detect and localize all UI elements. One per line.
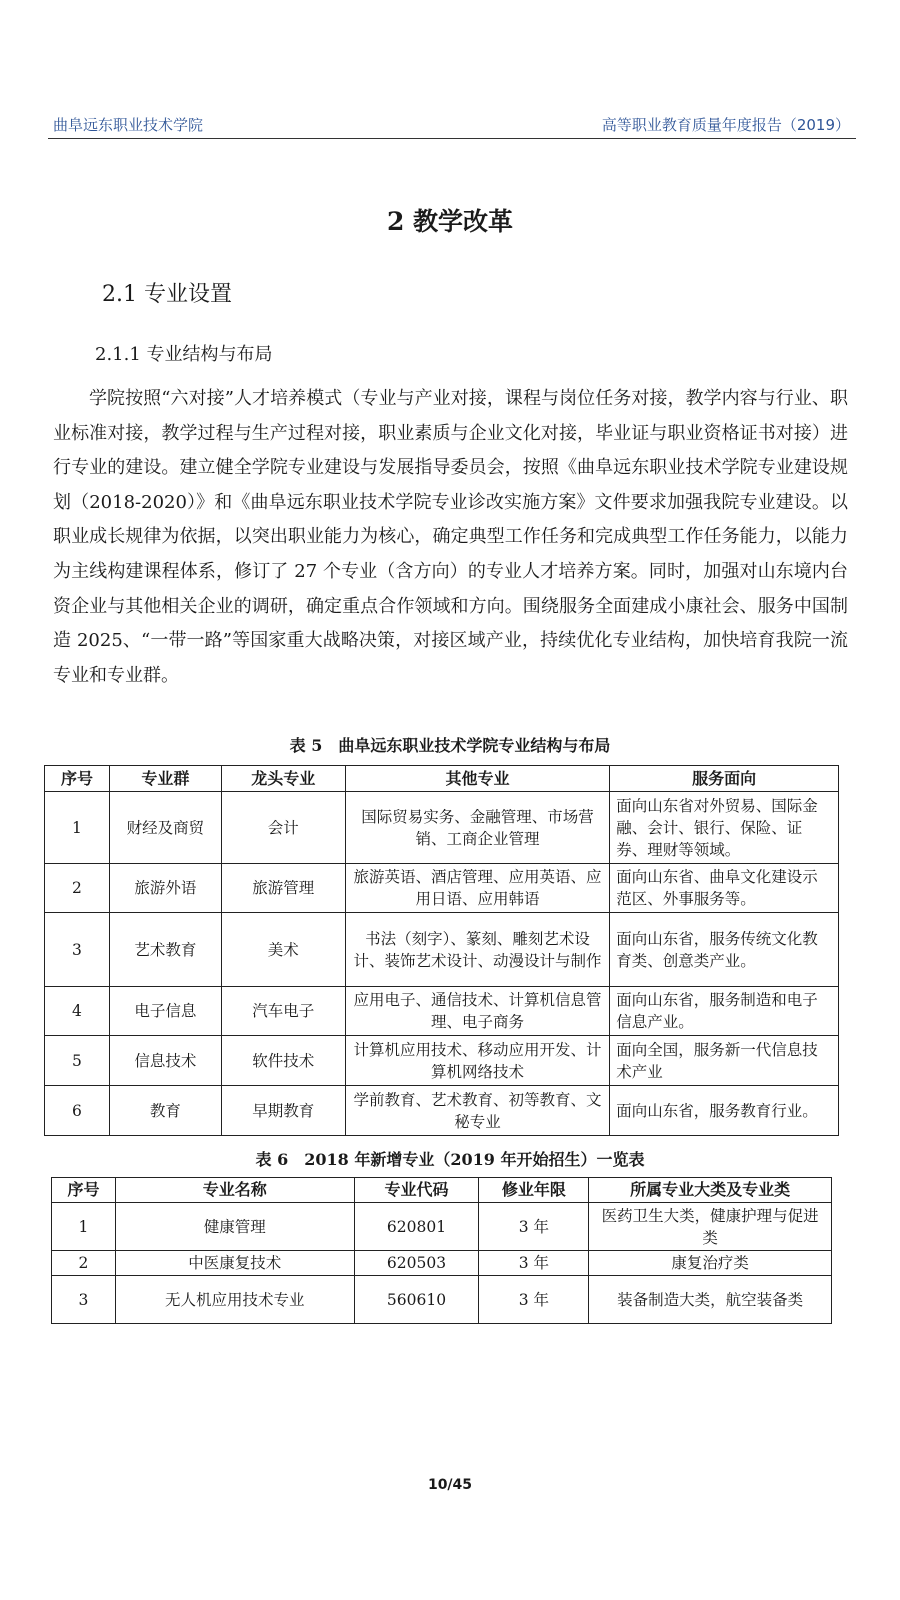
table5-header-row bbox=[45, 766, 839, 792]
table-row bbox=[45, 1036, 839, 1086]
table-row bbox=[45, 987, 839, 1036]
table-cell: 书法（刻字）、篆刻、雕刻艺术设计、装饰艺术设计、动漫设计与制作 bbox=[345, 913, 610, 987]
table-cell: 面向山东省，服务传统文化教育类、创意类产业。 bbox=[610, 913, 839, 987]
table-cell: 620801 bbox=[354, 1203, 479, 1251]
table-cell: 电子信息 bbox=[109, 987, 221, 1036]
table-cell: 面向山东省，服务制造和电子信息产业。 bbox=[610, 987, 839, 1036]
table5-header-cell: 专业群 bbox=[109, 766, 221, 792]
table-cell: 6 bbox=[45, 1086, 110, 1136]
table-cell: 学前教育、艺术教育、初等教育、文秘专业 bbox=[345, 1086, 610, 1136]
table-cell: 教育 bbox=[109, 1086, 221, 1136]
table-cell: 国际贸易实务、金融管理、市场营销、工商企业管理 bbox=[345, 792, 610, 864]
table6-header-cell: 修业年限 bbox=[479, 1178, 589, 1203]
table5-header-cell: 序号 bbox=[45, 766, 110, 792]
table-cell: 应用电子、通信技术、计算机信息管理、电子商务 bbox=[345, 987, 610, 1036]
table-cell: 3 年 bbox=[479, 1251, 589, 1276]
table6-header-cell: 专业代码 bbox=[354, 1178, 479, 1203]
table-cell: 2 bbox=[45, 864, 110, 913]
table-row bbox=[45, 913, 839, 987]
page-number: 10/45 bbox=[427, 1477, 473, 1493]
body-paragraph: 学院按照“六对接”人才培养模式（专业与产业对接，课程与岗位任务对接，教学内容与行业、职业标准对接，教学过程与生产过程对接，职业素质与企业文化对接，毕业证与职业资格证书对接）进行专业的建设。建立健全学院专业建设与发展指导委员会，按照《曲阜远东职业技术学院专业建设规划（2018-2020）》和《曲阜远东职业技术学院专业诊改实施方案》文件要求加强我院专业建设。以职业成长规律为依据，以突出职业能力为核心，确定典型工作任务和完成典型工作任务能力，以能力为主线构建课程体系，修订了 27 个专业（含方向）的专业人才培养方案。同时，加强对山东境内台资企业与其他相关企业的调研，确定重点合作领域和方向。围绕服务全面建成小康社会、服务中国制造 2025、“一带一路”等国家重大战略决策，对接区域产业，持续优化专业结构，加快培育我院一流专业和专业群。 bbox=[53, 388, 848, 686]
table-row bbox=[45, 792, 839, 864]
table-cell: 信息技术 bbox=[109, 1036, 221, 1086]
table-row bbox=[52, 1251, 832, 1276]
table-cell: 5 bbox=[45, 1036, 110, 1086]
table-cell: 医药卫生大类，健康护理与促进类 bbox=[589, 1203, 832, 1251]
table-row bbox=[52, 1203, 832, 1251]
table6-header-cell: 专业名称 bbox=[115, 1178, 354, 1203]
chapter-title: 2 教学改革 bbox=[386, 207, 514, 236]
table-cell: 1 bbox=[52, 1203, 116, 1251]
table-cell: 面向山东省、曲阜文化建设示范区、外事服务等。 bbox=[610, 864, 839, 913]
table-cell: 面向全国，服务新一代信息技术产业 bbox=[610, 1036, 839, 1086]
table-cell: 3 bbox=[45, 913, 110, 987]
page-header-left: 曲阜远东职业技术学院 bbox=[53, 116, 204, 134]
table-cell: 3 bbox=[52, 1276, 116, 1324]
table-cell: 旅游管理 bbox=[221, 864, 345, 913]
table-cell: 4 bbox=[45, 987, 110, 1036]
table-cell: 中医康复技术 bbox=[115, 1251, 354, 1276]
table-cell: 面向山东省对外贸易、国际金融、会计、银行、保险、证券、理财等领域。 bbox=[610, 792, 839, 864]
table-cell: 620503 bbox=[354, 1251, 479, 1276]
table-cell: 汽车电子 bbox=[221, 987, 345, 1036]
table-cell: 1 bbox=[45, 792, 110, 864]
table-row bbox=[45, 1086, 839, 1136]
table5-header-cell: 其他专业 bbox=[345, 766, 610, 792]
table-cell: 健康管理 bbox=[115, 1203, 354, 1251]
section-title: 2.1 专业设置 bbox=[102, 282, 232, 307]
table-cell: 旅游外语 bbox=[109, 864, 221, 913]
table5-caption: 表 5 曲阜远东职业技术学院专业结构与布局 bbox=[289, 736, 611, 755]
table-cell: 560610 bbox=[354, 1276, 479, 1324]
table6 bbox=[51, 1177, 832, 1324]
table-cell: 装备制造大类，航空装备类 bbox=[589, 1276, 832, 1324]
table6-caption: 表 6 2018 年新增专业（2019 年开始招生）一览表 bbox=[255, 1150, 645, 1169]
table-row bbox=[52, 1276, 832, 1324]
table-cell: 软件技术 bbox=[221, 1036, 345, 1086]
table-cell: 美术 bbox=[221, 913, 345, 987]
table-cell: 面向山东省，服务教育行业。 bbox=[610, 1086, 839, 1136]
table6-header-row bbox=[52, 1178, 832, 1203]
table-cell: 无人机应用技术专业 bbox=[115, 1276, 354, 1324]
table-cell: 旅游英语、酒店管理、应用英语、应用日语、应用韩语 bbox=[345, 864, 610, 913]
table-cell: 计算机应用技术、移动应用开发、计算机网络技术 bbox=[345, 1036, 610, 1086]
table-cell: 财经及商贸 bbox=[109, 792, 221, 864]
table6-header-cell: 所属专业大类及专业类 bbox=[589, 1178, 832, 1203]
table-cell: 2 bbox=[52, 1251, 116, 1276]
subsection-title: 2.1.1 专业结构与布局 bbox=[95, 344, 273, 365]
header-rule bbox=[48, 138, 856, 139]
table-row bbox=[45, 864, 839, 913]
page-header-right: 高等职业教育质量年度报告（2019） bbox=[601, 116, 850, 134]
table-cell: 3 年 bbox=[479, 1203, 589, 1251]
table-cell: 会计 bbox=[221, 792, 345, 864]
table5-header-cell: 龙头专业 bbox=[221, 766, 345, 792]
table-cell: 早期教育 bbox=[221, 1086, 345, 1136]
table-cell: 艺术教育 bbox=[109, 913, 221, 987]
table5 bbox=[44, 765, 839, 1136]
table-cell: 3 年 bbox=[479, 1276, 589, 1324]
table5-header-cell: 服务面向 bbox=[610, 766, 839, 792]
table-cell: 康复治疗类 bbox=[589, 1251, 832, 1276]
table6-header-cell: 序号 bbox=[52, 1178, 116, 1203]
